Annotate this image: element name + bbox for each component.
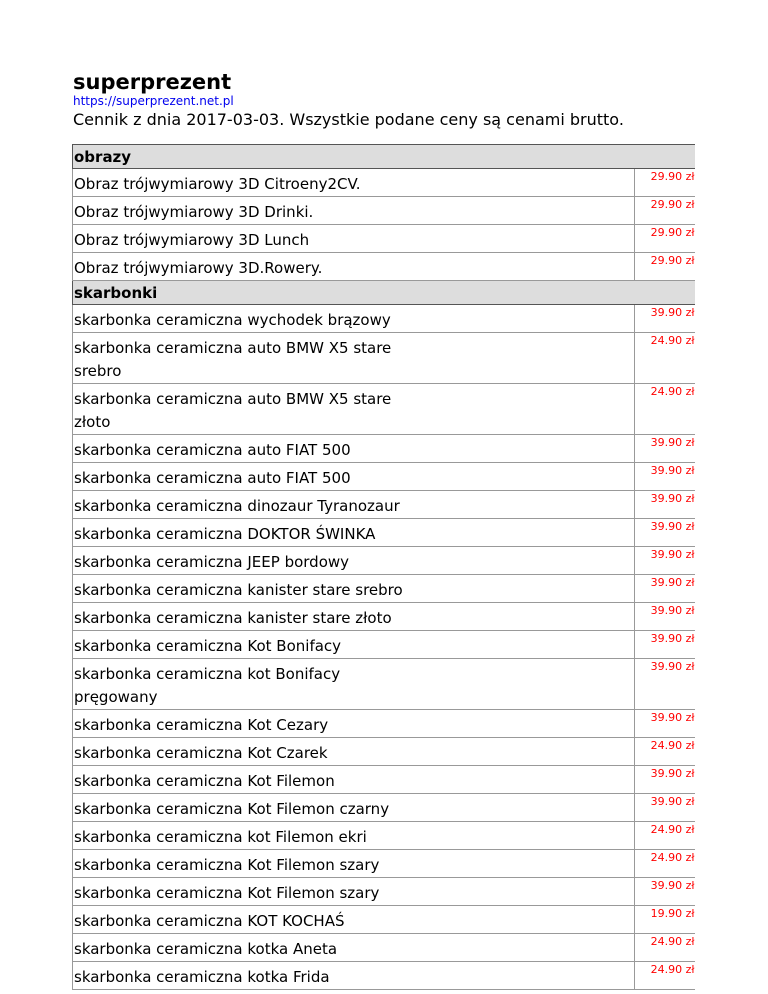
row-spacer [421, 710, 635, 738]
row-spacer [421, 631, 635, 659]
table-row [73, 738, 695, 766]
product-price: 39.90 zł [635, 710, 695, 738]
table-row [73, 603, 695, 631]
row-spacer [421, 169, 635, 197]
shop-title: superprezent [73, 70, 232, 94]
price-list-table [72, 144, 695, 990]
product-price: 39.90 zł [635, 878, 695, 906]
product-price: 24.90 zł [635, 934, 695, 962]
table-row [73, 253, 695, 281]
table-row [73, 225, 695, 253]
product-price: 19.90 zł [635, 906, 695, 934]
row-spacer [421, 435, 635, 463]
row-spacer [421, 822, 635, 850]
product-price: 39.90 zł [635, 305, 695, 333]
row-spacer [421, 794, 635, 822]
table-row [73, 878, 695, 906]
product-price: 24.90 zł [635, 822, 695, 850]
price-list-body [73, 145, 695, 990]
table-row [73, 435, 695, 463]
product-name: skarbonka ceramiczna auto BMW X5 stare srebro [73, 333, 421, 384]
product-name: skarbonka ceramiczna Kot Filemon szary [73, 878, 421, 906]
product-name: skarbonka ceramiczna JEEP bordowy [73, 547, 421, 575]
product-name: skarbonka ceramiczna kanister stare złoto [73, 603, 421, 631]
table-row [73, 934, 695, 962]
product-price: 29.90 zł [635, 225, 695, 253]
product-price: 29.90 zł [635, 197, 695, 225]
price-list-note: Cennik z dnia 2017-03-03. Wszystkie podane ceny są cenami brutto. [73, 110, 624, 129]
row-spacer [421, 850, 635, 878]
category-name: skarbonki [73, 281, 695, 305]
row-spacer [421, 384, 635, 435]
category-row [73, 281, 695, 305]
row-spacer [421, 225, 635, 253]
row-spacer [421, 766, 635, 794]
product-name: Obraz trójwymiarowy 3D Lunch [73, 225, 421, 253]
row-spacer [421, 878, 635, 906]
product-price: 39.90 zł [635, 575, 695, 603]
row-spacer [421, 333, 635, 384]
table-row [73, 547, 695, 575]
row-spacer [421, 659, 635, 710]
row-spacer [421, 934, 635, 962]
product-price: 39.90 zł [635, 519, 695, 547]
category-name: obrazy [73, 145, 695, 169]
product-name: skarbonka ceramiczna DOKTOR ŚWINKA [73, 519, 421, 547]
table-row [73, 794, 695, 822]
product-price: 24.90 zł [635, 850, 695, 878]
product-price: 29.90 zł [635, 253, 695, 281]
shop-url-link[interactable]: https://superprezent.net.pl [73, 94, 234, 108]
row-spacer [421, 738, 635, 766]
table-row [73, 575, 695, 603]
product-price: 39.90 zł [635, 631, 695, 659]
product-price: 39.90 zł [635, 491, 695, 519]
product-name: Obraz trójwymiarowy 3D.Rowery. [73, 253, 421, 281]
product-name: skarbonka ceramiczna auto FIAT 500 [73, 435, 421, 463]
product-name: skarbonka ceramiczna Kot Bonifacy [73, 631, 421, 659]
table-row [73, 710, 695, 738]
table-row [73, 384, 695, 435]
product-name: skarbonka ceramiczna auto BMW X5 stare złoto [73, 384, 421, 435]
row-spacer [421, 463, 635, 491]
product-name: skarbonka ceramiczna kotka Frida [73, 962, 421, 990]
row-spacer [421, 962, 635, 990]
table-row [73, 822, 695, 850]
table-row [73, 766, 695, 794]
product-name: skarbonka ceramiczna kot Bonifacy pręgowany [73, 659, 421, 710]
product-name: skarbonka ceramiczna kanister stare srebro [73, 575, 421, 603]
product-name: skarbonka ceramiczna KOT KOCHAŚ [73, 906, 421, 934]
table-row [73, 906, 695, 934]
product-price: 39.90 zł [635, 603, 695, 631]
table-row [73, 491, 695, 519]
row-spacer [421, 491, 635, 519]
row-spacer [421, 197, 635, 225]
product-name: skarbonka ceramiczna kotka Aneta [73, 934, 421, 962]
product-price: 39.90 zł [635, 794, 695, 822]
table-row [73, 631, 695, 659]
row-spacer [421, 603, 635, 631]
row-spacer [421, 253, 635, 281]
table-row [73, 305, 695, 333]
table-row [73, 850, 695, 878]
table-row [73, 169, 695, 197]
row-spacer [421, 906, 635, 934]
product-price: 29.90 zł [635, 169, 695, 197]
product-name: skarbonka ceramiczna Kot Cezary [73, 710, 421, 738]
table-row [73, 659, 695, 710]
product-price: 24.90 zł [635, 738, 695, 766]
product-price: 39.90 zł [635, 766, 695, 794]
product-price: 39.90 zł [635, 435, 695, 463]
product-name: Obraz trójwymiarowy 3D Drinki. [73, 197, 421, 225]
table-row [73, 333, 695, 384]
row-spacer [421, 575, 635, 603]
product-name: skarbonka ceramiczna auto FIAT 500 [73, 463, 421, 491]
product-name: skarbonka ceramiczna Kot Filemon czarny [73, 794, 421, 822]
table-row [73, 519, 695, 547]
product-price: 24.90 zł [635, 384, 695, 435]
product-name: skarbonka ceramiczna wychodek brązowy [73, 305, 421, 333]
row-spacer [421, 519, 635, 547]
category-row [73, 145, 695, 169]
product-price: 39.90 zł [635, 659, 695, 710]
page-header [73, 70, 713, 130]
table-row [73, 463, 695, 491]
product-price: 24.90 zł [635, 333, 695, 384]
table-row [73, 962, 695, 990]
product-name: skarbonka ceramiczna kot Filemon ekri [73, 822, 421, 850]
product-price: 39.90 zł [635, 463, 695, 491]
product-name: skarbonka ceramiczna Kot Filemon szary [73, 850, 421, 878]
product-price: 39.90 zł [635, 547, 695, 575]
product-price: 24.90 zł [635, 962, 695, 990]
product-name: skarbonka ceramiczna Kot Filemon [73, 766, 421, 794]
product-name: skarbonka ceramiczna dinozaur Tyranozaur [73, 491, 421, 519]
product-name: Obraz trójwymiarowy 3D Citroeny2CV. [73, 169, 421, 197]
product-name: skarbonka ceramiczna Kot Czarek [73, 738, 421, 766]
row-spacer [421, 305, 635, 333]
table-row [73, 197, 695, 225]
row-spacer [421, 547, 635, 575]
